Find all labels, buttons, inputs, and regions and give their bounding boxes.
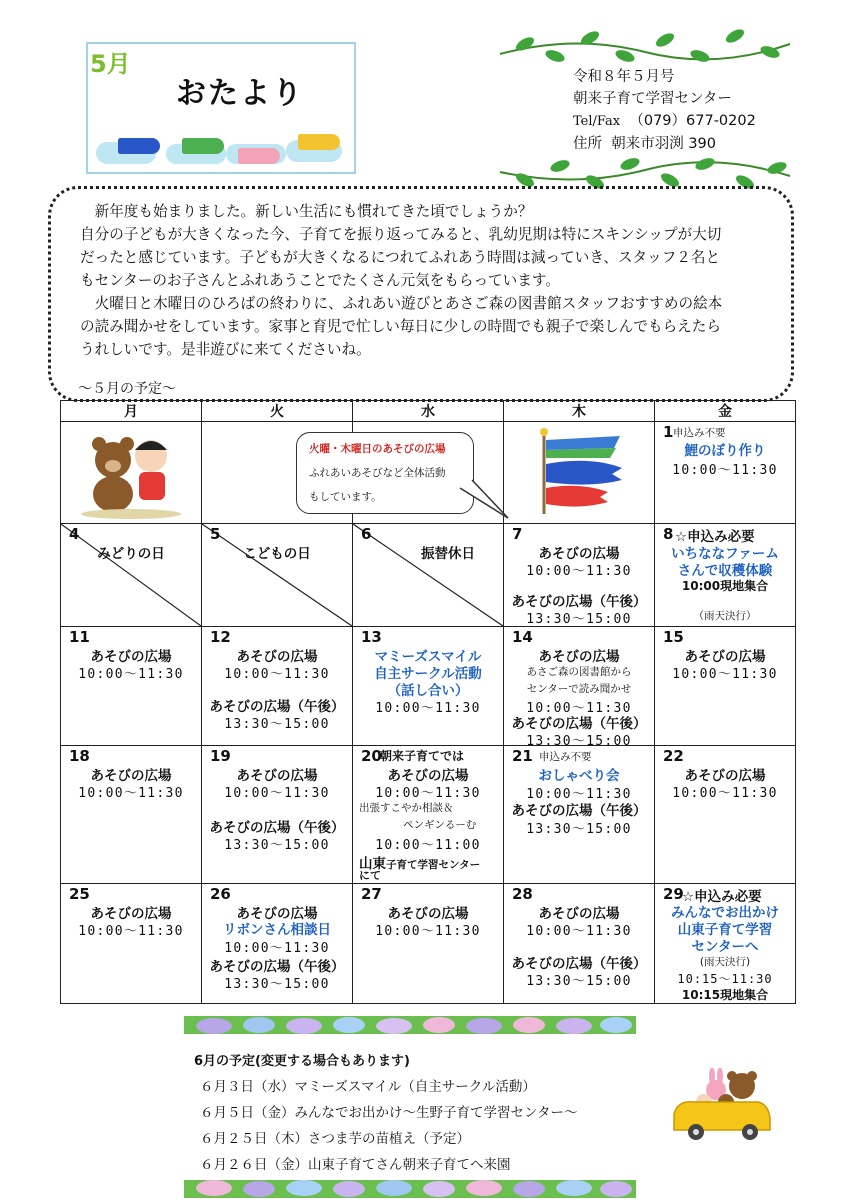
event-time: 10:00～11:30 <box>672 463 778 478</box>
bubble-line: ふれあいあそびなど全体活動 <box>309 467 446 479</box>
intro-line: だったと感じています。子どもが大きくなるにつれてふれあう時間は減っていき、スタッフ２名と <box>80 249 721 266</box>
speech-bubble <box>296 432 474 514</box>
event-time: 10:00～11:30 <box>224 667 330 682</box>
event-time: 13:30～15:00 <box>224 717 330 732</box>
weekday-tue: 火 <box>202 401 353 422</box>
schedule-title: ～５月の予定～ <box>74 378 180 398</box>
day-number: 22 <box>663 747 684 765</box>
cell-may-12 <box>202 627 353 746</box>
day-number: 28 <box>512 885 533 903</box>
weekday-mon: 月 <box>61 401 202 422</box>
event-title: あそびの広場 <box>684 768 766 784</box>
event-time: 13:30～15:00 <box>526 734 632 749</box>
publisher-info <box>573 66 756 155</box>
event-title: あそびの広場 <box>538 906 620 922</box>
application-note: ☆申込み必要 <box>682 889 762 905</box>
address-value: 朝来市羽渕 390 <box>611 136 717 152</box>
cell-may-29 <box>655 884 796 1004</box>
weekday-header-row <box>61 401 796 422</box>
rain-note: （雨天決行） <box>693 610 757 622</box>
event-time: 10:00～11:30 <box>78 786 184 801</box>
holiday-label: こどもの日 <box>243 546 311 562</box>
weekday-fri: 金 <box>655 401 796 422</box>
event-title: あそびの広場 <box>684 649 766 665</box>
cell-may-5 <box>202 524 353 627</box>
cell-may-11 <box>61 627 202 746</box>
yellow-carp-icon <box>298 134 340 150</box>
telfax-label: Tel/Fax <box>573 114 621 129</box>
event-note: 出張すこやか相談＆ <box>359 802 454 814</box>
event-time: 10:00～11:30 <box>375 924 481 939</box>
intro-line: もセンターのお子さんとふれあうことでたくさん元気をもらっています。 <box>80 272 560 289</box>
event-title: あそびの広場 <box>387 768 469 784</box>
event-time: 10:00～11:30 <box>375 701 481 716</box>
event-title: あそびの広場 <box>90 906 172 922</box>
event-title: あそびの広場（午後） <box>209 820 345 836</box>
event-time: 10:00～11:30 <box>224 941 330 956</box>
cell-may-22 <box>655 746 796 884</box>
event-time: 10:15～11:30 <box>677 972 773 986</box>
day-number: 6 <box>361 525 372 543</box>
application-note: ☆申込み必要 <box>675 529 755 545</box>
event-note: あさご森の図書館から <box>526 666 632 678</box>
june-item: ６月３日（水）マミーズスマイル（自主サークル活動） <box>200 1079 536 1095</box>
event-time: 10:00～11:00 <box>375 838 481 853</box>
rain-note: (雨天決行) <box>699 956 751 968</box>
cell-may-14 <box>504 627 655 749</box>
day-number: 7 <box>512 525 523 543</box>
event-time: 10:00～11:30 <box>526 564 632 579</box>
pink-carp-icon <box>238 148 280 164</box>
cell-may-18 <box>61 746 202 884</box>
organization-name: 朝来子育て学習センター <box>573 91 732 107</box>
week-row-2 <box>61 524 796 627</box>
cell-empty <box>504 422 655 524</box>
day-number: 12 <box>210 628 231 646</box>
event-title: マミーズスマイル <box>374 649 482 665</box>
cell-may-6 <box>353 524 504 627</box>
day-number: 19 <box>210 747 231 765</box>
cell-may-19 <box>202 746 353 884</box>
holiday-slash <box>202 524 352 626</box>
day-number: 29 <box>663 885 684 903</box>
event-title: あそびの広場 <box>90 768 172 784</box>
event-title: あそびの広場 <box>538 546 620 562</box>
day-number: 26 <box>210 885 231 903</box>
day-number: 20 <box>361 747 382 765</box>
intro-line: の読み聞かせをしています。家事と育児で忙しい毎日に少しの時間でも親子で楽しんでもらえたら <box>80 318 721 335</box>
event-title: あそびの広場（午後） <box>209 699 345 715</box>
week-row-5 <box>61 884 796 1004</box>
cell-may-21 <box>504 746 655 884</box>
newsletter-title: おたより <box>176 76 304 111</box>
cell-may-4 <box>61 524 202 627</box>
event-note: ペンギンるーむ <box>403 819 477 831</box>
holiday-slash <box>353 524 503 626</box>
day-number: 18 <box>69 747 90 765</box>
cell-empty <box>61 422 202 524</box>
june-item: ６月２５日（木）さつま芋の苗植え（予定） <box>200 1131 470 1147</box>
carp-streamer-icon <box>530 426 640 516</box>
month-label: 5月 <box>90 50 131 78</box>
hydrangea-border-top <box>184 1016 636 1034</box>
cell-may-28 <box>504 884 655 1004</box>
event-title: おしゃべり会 <box>538 768 620 784</box>
june-item: ６月２６日（金）山東子育てさん朝来子育てへ来園 <box>200 1157 511 1173</box>
bear-and-kintaro-icon <box>75 430 195 520</box>
telfax-number: （079）677-0202 <box>629 113 756 129</box>
event-title: あそびの広場 <box>538 649 620 665</box>
event-title: みんなでお出かけ <box>671 905 779 921</box>
day-number: 11 <box>69 628 90 646</box>
cell-may-25 <box>61 884 202 1004</box>
intro-line: 自分の子どもが大きくなった今、子育てを振り返ってみると、乳幼児期は特にスキンシップが大切 <box>80 226 722 243</box>
address-line <box>573 133 756 155</box>
holiday-slash <box>61 524 201 626</box>
day-number: 21 <box>512 747 533 765</box>
bubble-tail <box>456 476 516 522</box>
day-number: 27 <box>361 885 382 903</box>
weekday-thu: 木 <box>504 401 655 422</box>
cell-may-26 <box>202 884 353 1004</box>
day-number: 15 <box>663 628 684 646</box>
event-title: あそびの広場（午後） <box>511 716 647 732</box>
event-heading: 朝来子育てでは <box>380 749 465 763</box>
holiday-label: みどりの日 <box>97 546 165 562</box>
application-note: 申込み不要 <box>673 427 726 439</box>
green-carp-icon <box>182 138 224 154</box>
day-number: 8 <box>663 525 674 543</box>
intro-line: 火曜日と木曜日のひろばの終わりに、ふれあい遊びとあさご森の図書館スタッフおすすめの絵本 <box>80 295 723 312</box>
cell-may-13 <box>353 627 504 746</box>
cell-may-15 <box>655 627 796 746</box>
animals-car-icon <box>668 1068 776 1146</box>
event-title: さんで収穫体験 <box>677 563 773 579</box>
june-schedule-title: 6月の予定(変更する場合もあります) <box>194 1054 410 1069</box>
blue-carp-icon <box>118 138 160 154</box>
event-time: 13:30～15:00 <box>526 822 632 837</box>
week-row-3 <box>61 627 796 746</box>
event-time: 13:30～15:00 <box>224 838 330 853</box>
weekday-wed: 水 <box>353 401 504 422</box>
event-title: あそびの広場（午後） <box>511 594 647 610</box>
location-center: 子育て学習センター <box>386 859 481 871</box>
event-time: 13:30～15:00 <box>224 977 330 992</box>
koinobori-decoration <box>96 132 346 166</box>
address-label: 住所 <box>573 136 602 152</box>
day-number: 13 <box>361 628 382 646</box>
event-time: 10:00～11:30 <box>526 787 632 802</box>
telfax-line <box>573 110 756 133</box>
day-number: 14 <box>512 628 533 646</box>
event-time: 10:00～11:30 <box>224 786 330 801</box>
intro-line: うれしいです。是非遊びに来てくださいね。 <box>80 341 371 358</box>
bubble-line: もしています。 <box>309 491 382 503</box>
event-title: あそびの広場 <box>236 906 318 922</box>
bubble-title: 火曜・木曜日のあそびの広場 <box>309 443 446 455</box>
event-title: リボンさん相談日 <box>223 922 331 938</box>
intro-line: 新年度も始まりました。新しい生活にも慣れてきた頃でしょうか？ <box>80 203 533 220</box>
day-number: 1 <box>663 423 674 441</box>
vine-decoration-top <box>495 24 795 68</box>
event-time: 10:15現地集合 <box>681 988 769 1002</box>
event-title: あそびの広場 <box>90 649 172 665</box>
event-time: 10:00現地集合 <box>681 579 769 593</box>
week-row-4 <box>61 746 796 884</box>
event-note: センターで読み聞かせ <box>526 683 632 695</box>
event-title: あそびの広場 <box>236 649 318 665</box>
event-time: 10:00～11:30 <box>78 924 184 939</box>
event-title: 鯉のぼり作り <box>684 443 766 459</box>
event-title: あそびの広場（午後） <box>511 956 647 972</box>
event-time: 10:00～11:30 <box>672 667 778 682</box>
cell-may-8 <box>655 524 796 627</box>
cell-may-1 <box>655 422 796 524</box>
cell-may-27 <box>353 884 504 1004</box>
holiday-label: 振替休日 <box>421 546 475 562</box>
event-time: 10:00～11:30 <box>526 924 632 939</box>
event-title: （話し合い） <box>387 683 469 699</box>
event-title: 自主サークル活動 <box>374 666 482 682</box>
june-item: ６月５日（金）みんなでお出かけ～生野子育て学習センター～ <box>200 1105 578 1121</box>
event-title: あそびの広場 <box>236 768 318 784</box>
day-number: 5 <box>210 525 221 543</box>
day-number: 4 <box>69 525 80 543</box>
event-title: センターへ <box>691 939 759 955</box>
event-time: 10:00～11:30 <box>78 667 184 682</box>
event-time: 10:00～11:30 <box>672 786 778 801</box>
event-title: あそびの広場（午後） <box>209 959 345 975</box>
event-title: あそびの広場 <box>387 906 469 922</box>
day-number: 25 <box>69 885 90 903</box>
cell-may-7 <box>504 524 655 627</box>
event-title: 山東子育て学習 <box>677 922 773 938</box>
application-note: 申込み不要 <box>539 751 592 763</box>
event-time: 13:30～15:00 <box>526 974 632 989</box>
event-time: 10:00～11:30 <box>526 701 632 716</box>
issue-date: 令和８年５月号 <box>573 69 675 85</box>
cell-may-20 <box>353 746 504 884</box>
event-title: いちななファーム <box>671 546 779 562</box>
location-town: 山東 <box>359 856 386 872</box>
event-location-suffix: にて <box>359 869 381 882</box>
event-time: 10:00～11:30 <box>375 786 481 801</box>
intro-text <box>80 200 780 361</box>
event-time: 13:30～15:00 <box>526 612 632 627</box>
event-title: あそびの広場（午後） <box>511 803 647 819</box>
hydrangea-border-bottom <box>184 1180 636 1198</box>
